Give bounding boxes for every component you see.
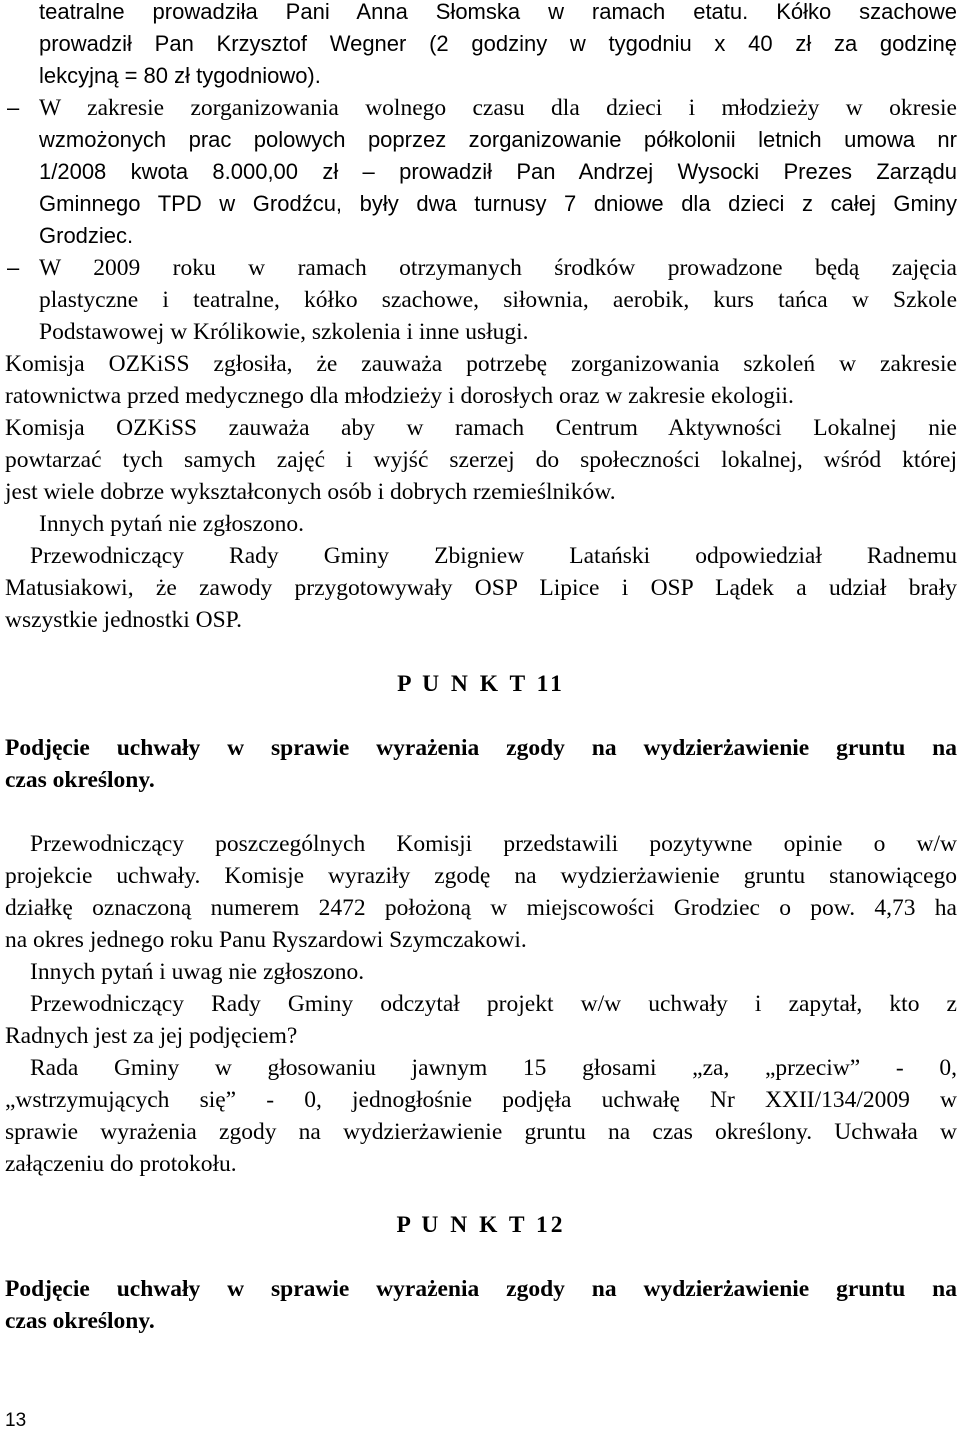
text-line: Matusiakowi, że zawody przygotowywały OSP Lipice i OSP Lądek a udział brały bbox=[5, 575, 957, 601]
bullet-dash: – bbox=[7, 255, 20, 280]
text-line: prowadził Pan Krzysztof Wegner (2 godziny w tygodniu x 40 zł za godzinę bbox=[39, 31, 957, 56]
text-line: jest wiele dobrze wykształconych osób i dobrych rzemieślników. bbox=[5, 479, 616, 505]
text-line: plastyczne i teatralne, kółko szachowe, siłownia, aerobik, kurs tańca w Szkole bbox=[39, 287, 957, 313]
text-line: projekcie uchwały. Komisje wyraziły zgodę na wydzierżawienie gruntu stanowiącego bbox=[5, 863, 957, 889]
text-line: ratownictwa przed medycznego dla młodzieży i dorosłych oraz w zakresie ekologii. bbox=[5, 383, 794, 409]
text-line: Podstawowej w Królikowie, szkolenia i inne usługi. bbox=[39, 319, 529, 345]
text-line: Innych pytań i uwag nie zgłoszono. bbox=[30, 959, 365, 985]
bullet-dash: – bbox=[7, 95, 20, 120]
text-line: Gminnego TPD w Grodźcu, były dwa turnusy 7 dniowe dla dzieci z całej Gminy bbox=[39, 191, 957, 216]
section-title: czas określony. bbox=[5, 1308, 155, 1334]
text-line: Przewodniczący poszczególnych Komisji przedstawili pozytywne opinie o w/w bbox=[30, 831, 957, 857]
page-number: 13 bbox=[5, 1410, 27, 1431]
text-line: Przewodniczący Rady Gminy Zbigniew Latański odpowiedział Radnemu bbox=[30, 543, 957, 569]
text-line: powtarzać tych samych zajęć i wyjść szerzej do społeczności lokalnej, wśród której bbox=[5, 447, 957, 473]
text-line: sprawie wyrażenia zgody na wydzierżawienie gruntu na czas określony. Uchwała w bbox=[5, 1119, 957, 1145]
text-line: Rada Gminy w głosowaniu jawnym 15 głosami „za, „przeciw” - 0, bbox=[30, 1055, 957, 1081]
text-line: wszystkie jednostki OSP. bbox=[5, 607, 242, 633]
text-line: na okres jednego roku Panu Ryszardowi Szymczakowi. bbox=[5, 927, 527, 953]
text-line: teatralne prowadziła Pani Anna Słomska w ramach etatu. Kółko szachowe bbox=[39, 0, 957, 24]
text-line: Innych pytań nie zgłoszono. bbox=[39, 511, 304, 537]
text-line: Komisja OZKiSS zauważa aby w ramach Centrum Aktywności Lokalnej nie bbox=[5, 415, 957, 441]
text-line: Komisja OZKiSS zgłosiła, że zauważa potrzebę zorganizowania szkoleń w zakresie bbox=[5, 351, 957, 377]
section-heading-punkt-11: P U N K T 11 bbox=[397, 671, 565, 697]
section-heading-punkt-12: P U N K T 12 bbox=[396, 1212, 566, 1238]
text-line: Grodziec. bbox=[39, 223, 134, 248]
text-line: działkę oznaczoną numerem 2472 położoną w miejscowości Grodziec o pow. 4,73 ha bbox=[5, 895, 957, 921]
section-title: czas określony. bbox=[5, 767, 155, 793]
text-line: W zakresie zorganizowania wolnego czasu dla dzieci i młodzieży w okresie bbox=[39, 95, 957, 121]
text-line: 1/2008 kwota 8.000,00 zł – prowadził Pan Andrzej Wysocki Prezes Zarządu bbox=[39, 159, 957, 184]
text-line: W 2009 roku w ramach otrzymanych środków prowadzone będą zajęcia bbox=[39, 255, 957, 281]
text-line: wzmożonych prac polowych poprzez zorganizowanie półkolonii letnich umowa nr bbox=[39, 127, 957, 152]
text-line: Przewodniczący Rady Gminy odczytał projekt w/w uchwały i zapytał, kto z bbox=[30, 991, 957, 1017]
text-line: lekcyjną = 80 zł tygodniowo). bbox=[39, 63, 321, 88]
text-line: załączeniu do protokołu. bbox=[5, 1151, 237, 1177]
section-title: Podjęcie uchwały w sprawie wyrażenia zgody na wydzierżawienie gruntu na bbox=[5, 1276, 957, 1302]
section-title: Podjęcie uchwały w sprawie wyrażenia zgody na wydzierżawienie gruntu na bbox=[5, 735, 957, 761]
text-line: „wstrzymujących się” - 0, jednogłośnie podjęła uchwałę Nr XXII/134/2009 w bbox=[5, 1087, 957, 1113]
text-line: Radnych jest za jej podjęciem? bbox=[5, 1023, 298, 1049]
